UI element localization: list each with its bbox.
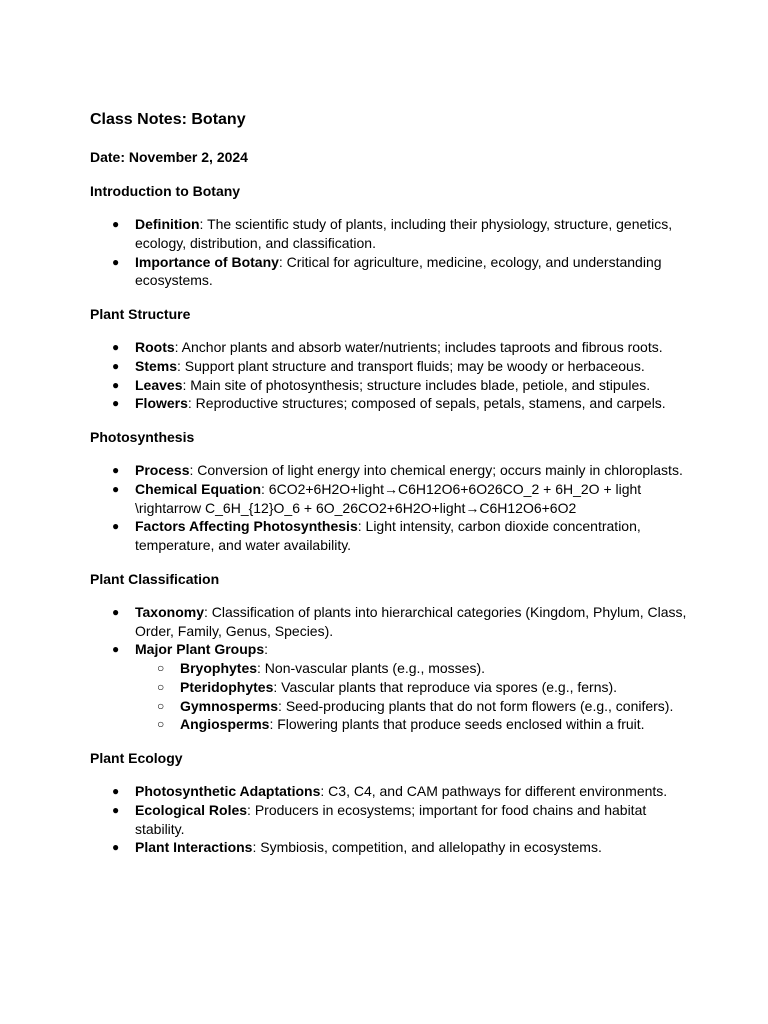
list-item <box>90 253 690 291</box>
sub-list-item <box>135 715 690 734</box>
item-text: : Non-vascular plants (e.g., mosses). <box>257 660 486 676</box>
list-plant-structure <box>90 338 690 413</box>
item-text: : 6CO2+6H2O+light→C6H12O6+6O26CO_2 + 6H_2O + light \rightarrow C_6H_{12}O_6 + 6O_26CO2+6H2O+light→C6H12O6+6O2 <box>135 480 642 516</box>
item-text: : Reproductive structures; composed of sepals, petals, stamens, and carpels. <box>187 395 666 412</box>
item-term: Ecological Roles <box>135 801 248 818</box>
list-plant-ecology <box>90 782 690 857</box>
item-text: : Support plant structure and transport fluids; may be woody or herbaceous. <box>177 357 645 374</box>
list-item <box>90 480 690 518</box>
page-title: Class Notes: Botany <box>90 111 246 128</box>
item-term: Flowers <box>135 395 188 412</box>
list-item <box>90 801 690 839</box>
item-text: : Seed-producing plants that do not form flowers (e.g., conifers). <box>278 697 674 714</box>
item-term: Chemical Equation <box>135 480 262 497</box>
list-item <box>90 338 690 357</box>
item-text: : Critical for agriculture, medicine, ecology, and understanding ecosystems. <box>135 253 662 289</box>
item-text: : Conversion of light energy into chemical energy; occurs mainly in chloroplasts. <box>189 462 683 478</box>
item-term: Bryophytes <box>180 660 258 676</box>
item-text: : Producers in ecosystems; important for food chains and habitat stability. <box>135 801 647 837</box>
item-term: Leaves <box>135 376 183 393</box>
sub-list-item <box>135 678 690 697</box>
item-text: : The scientific study of plants, including their physiology, structure, genetics, ecology, distribution, and classification. <box>135 216 673 251</box>
item-term: Process <box>135 462 190 478</box>
item-term: Photosynthetic Adaptations <box>135 783 321 799</box>
item-text: : Light intensity, carbon dioxide concentration, temperature, and water availability. <box>135 518 641 553</box>
list-item <box>90 215 690 253</box>
section-heading-introduction: Introduction to Botany <box>90 183 241 199</box>
item-text: : Vascular plants that reproduce via spores (e.g., ferns). <box>273 678 618 695</box>
item-text: : Classification of plants into hierarchical categories (Kingdom, Phylum, Class, Order, Family, Genus, Species). <box>135 603 687 639</box>
item-text: : C3, C4, and CAM pathways for different environments. <box>320 783 668 799</box>
item-term: Roots <box>135 339 175 355</box>
item-term: Pteridophytes <box>180 678 274 695</box>
section-heading-plant-ecology: Plant Ecology <box>90 750 183 766</box>
item-term: Definition <box>135 216 200 232</box>
list-item <box>90 376 690 395</box>
section-heading-photosynthesis: Photosynthesis <box>90 429 195 445</box>
list-item <box>90 603 690 641</box>
item-term: Taxonomy <box>135 603 204 620</box>
document-content <box>90 108 690 857</box>
item-term: Plant Interactions <box>135 839 253 856</box>
sub-list-item <box>135 697 690 716</box>
list-item <box>90 461 690 480</box>
date-line: Date: November 2, 2024 <box>90 149 248 165</box>
section-heading-plant-classification: Plant Classification <box>90 570 220 587</box>
item-term: Major Plant Groups <box>135 641 265 658</box>
item-term: Angiosperms <box>180 716 270 733</box>
item-text: : <box>264 641 269 658</box>
section-heading-plant-structure: Plant Structure <box>90 306 191 322</box>
item-text: : Symbiosis, competition, and allelopathy in ecosystems. <box>252 839 602 856</box>
list-item <box>90 640 690 734</box>
list-item <box>90 517 690 555</box>
item-term: Gymnosperms <box>180 697 279 714</box>
item-term: Stems <box>135 357 178 374</box>
sub-list-item <box>135 659 690 678</box>
list-item <box>90 394 690 413</box>
list-item <box>90 838 690 857</box>
list-item <box>90 357 690 376</box>
item-text: : Anchor plants and absorb water/nutrients; includes taproots and fibrous roots. <box>174 339 663 355</box>
item-term: Factors Affecting Photosynthesis <box>135 518 358 535</box>
item-text: : Main site of photosynthesis; structure includes blade, petiole, and stipules. <box>182 376 651 393</box>
item-text: : Flowering plants that produce seeds enclosed within a fruit. <box>269 716 645 733</box>
list-introduction <box>90 215 690 290</box>
list-item <box>90 782 690 801</box>
item-term: Importance of Botany <box>135 253 279 270</box>
list-photosynthesis <box>90 461 690 555</box>
list-plant-classification <box>90 603 690 734</box>
list-major-plant-groups <box>135 659 690 734</box>
